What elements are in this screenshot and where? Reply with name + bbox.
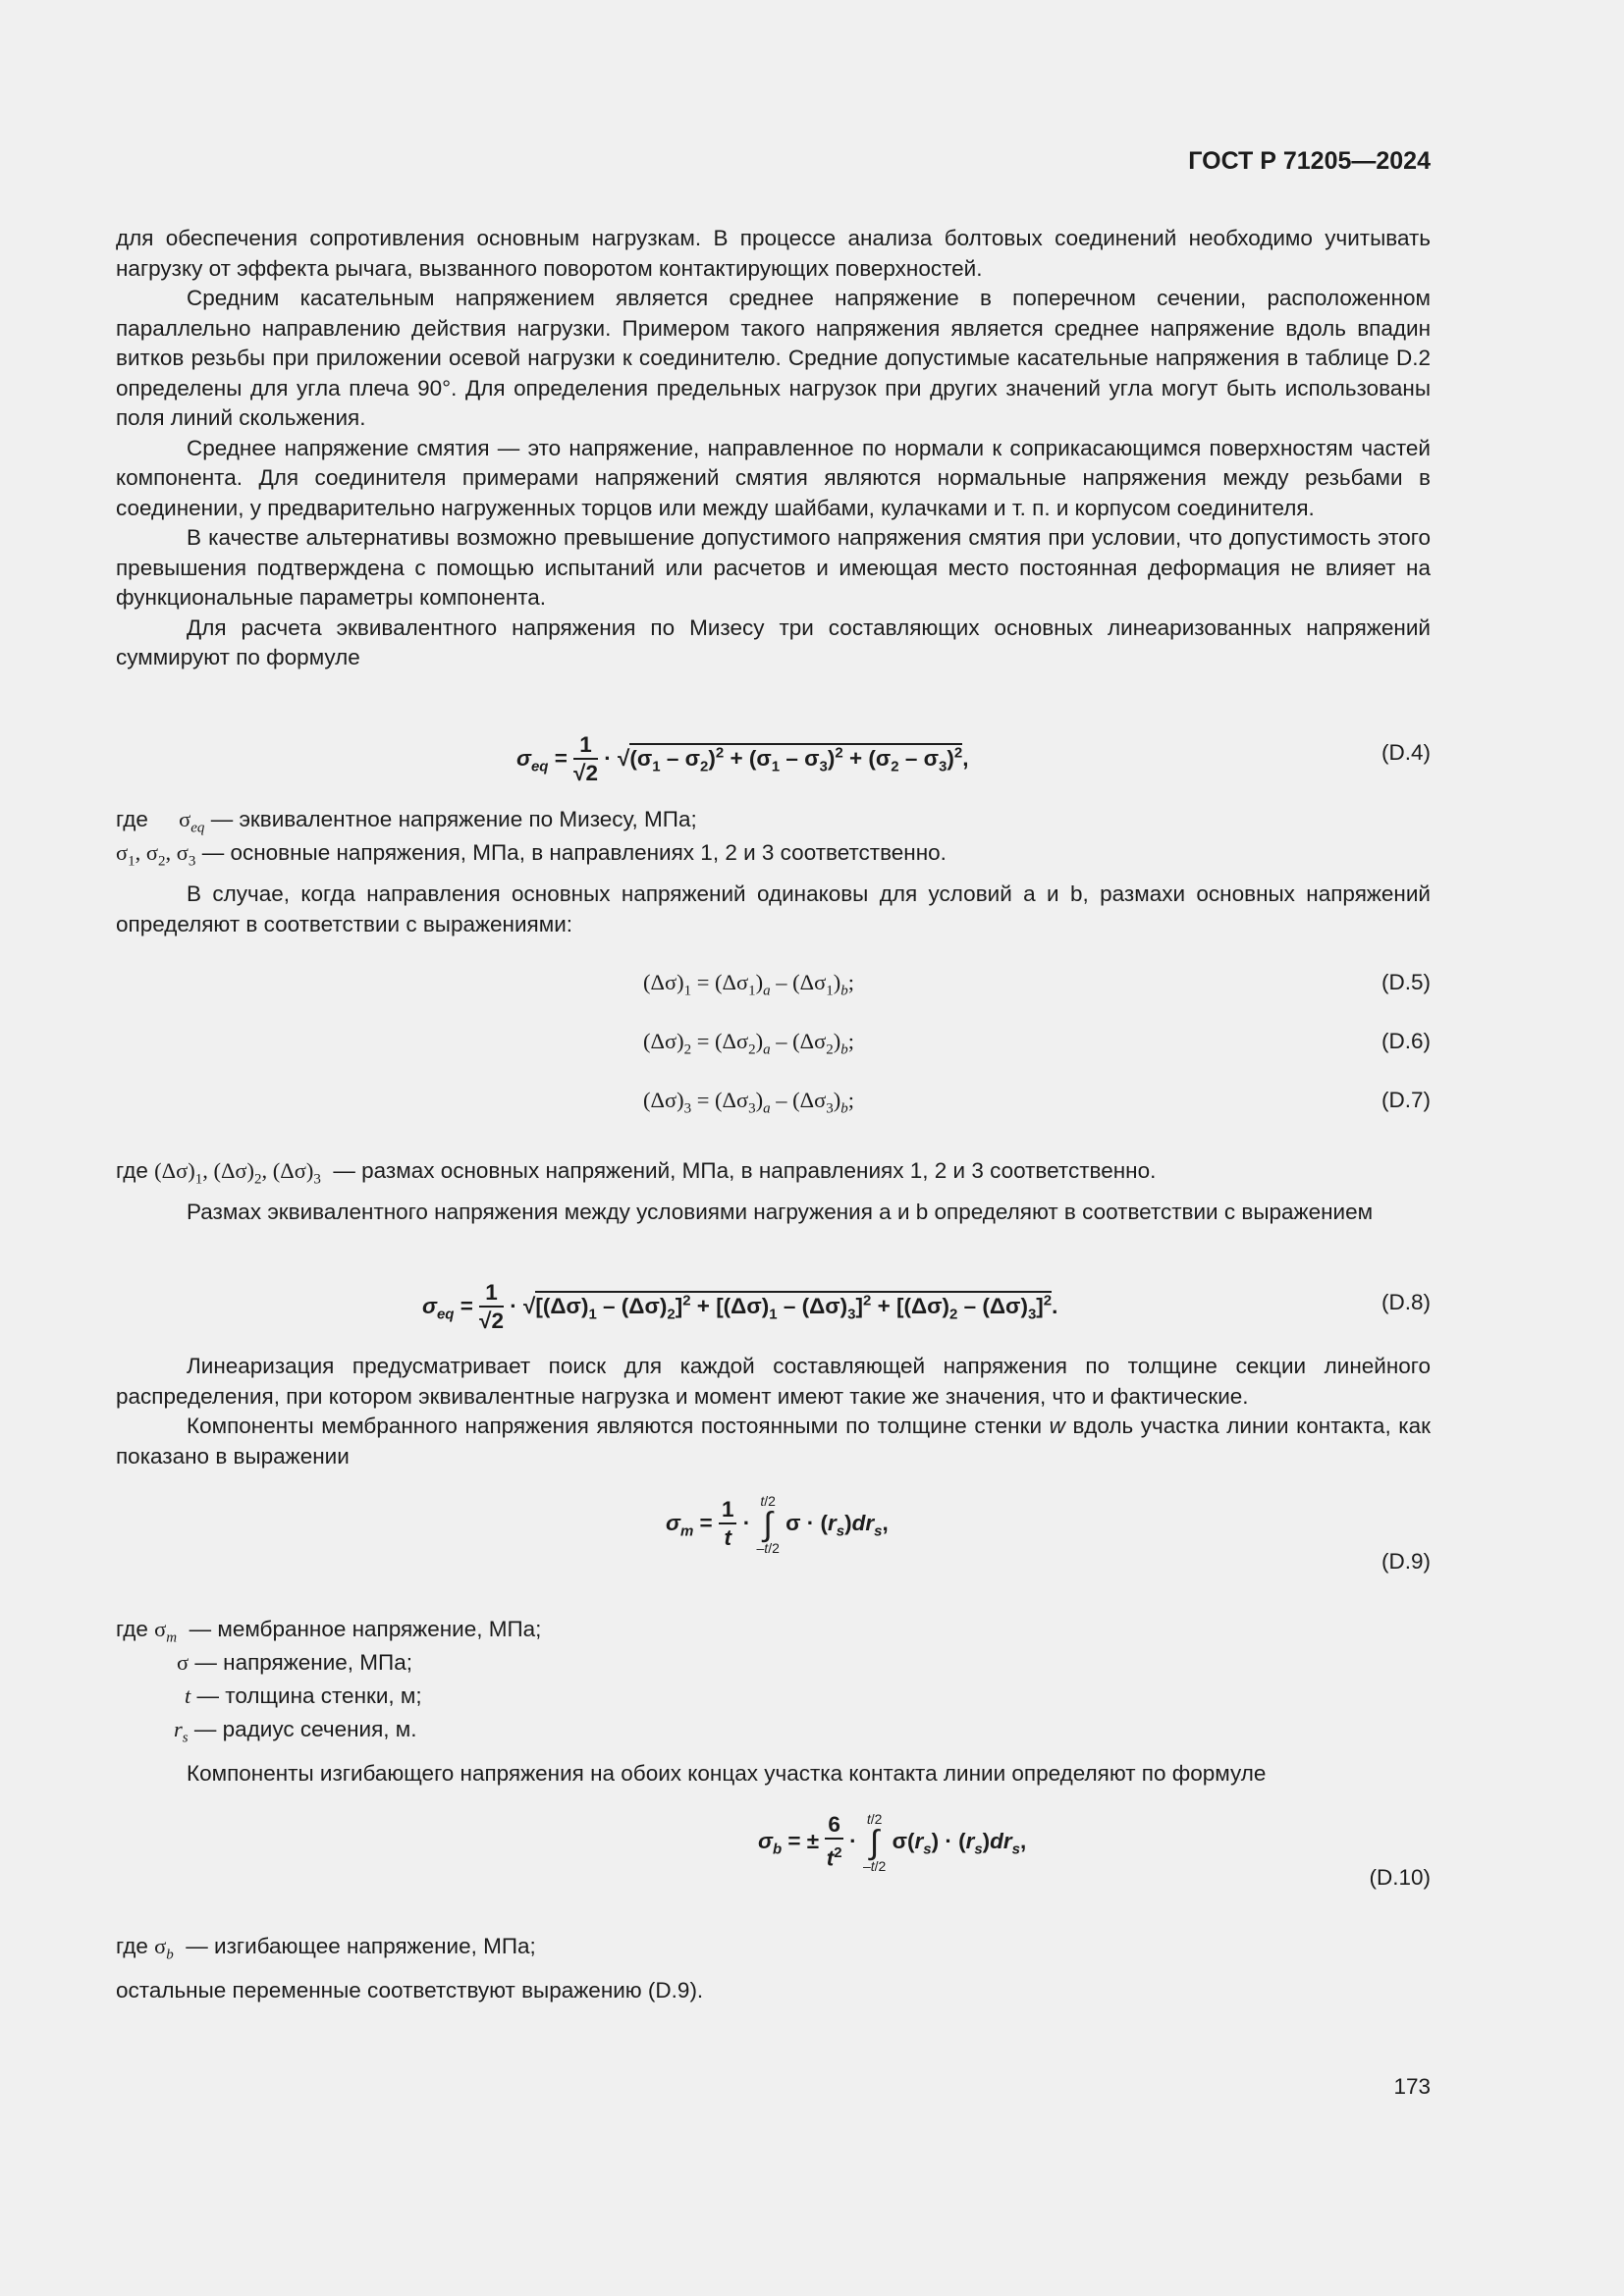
- equation-number: (D.7): [1381, 1088, 1431, 1112]
- equation-number: (D.10): [1369, 1865, 1431, 1890]
- document-header: ГОСТ Р 71205—2024: [1188, 147, 1431, 175]
- formula: $\sigma_b$ = ± $\frac{6}{t^2}$ · t/2 ∫ –t/2 $\sigma(r_s) \cdot (r_s)dr_s$,: [758, 1811, 1027, 1874]
- equation-number: (D.6): [1381, 1029, 1431, 1053]
- body-text-block-4: [116, 1352, 1431, 1471]
- paragraph: В случае, когда направления основных напряжений одинаковы для условий a и b, размахи основных напряжений определяют в соответствии с выражениями:: [116, 881, 1431, 936]
- equation-d9: [116, 1494, 1431, 1602]
- body-text-block-1: [116, 224, 1431, 673]
- paragraph: Средним касательным напряжением является среднее напряжение в поперечном сечении, расположенном параллельно направлению действия нагрузки. Примером такого напряжения является среднее напряжение вдоль впадин витков резьбы при приложении осевой нагрузки к соединителю. Средние допустимые касательные напряжения в таблице D.2 определены для угла плеча 90°. Для определения предельных нагрузок при других значений угла могут быть использованы поля линий скольжения.: [116, 286, 1431, 430]
- equation-d10: [116, 1812, 1431, 1920]
- formula: $(\Delta\sigma)_1 = (\Delta\sigma_1)_a - (\Delta\sigma_1)_b$;: [643, 970, 854, 999]
- formula: $(\Delta\sigma)_2 = (\Delta\sigma_2)_a - (\Delta\sigma_2)_b$;: [643, 1029, 854, 1058]
- body-text-block-5: [116, 1759, 1431, 1789]
- paragraph: Компоненты мембранного напряжения являются постоянными по толщине стенки w вдоль участка линии контакта, как показано в выражении: [116, 1414, 1431, 1468]
- body-text-block-2: [116, 880, 1431, 939]
- where-line: где $\sigma_m$ — мембранное напряжение, МПа;: [116, 1617, 542, 1646]
- closing-line: остальные переменные соответствуют выражению (D.9).: [116, 1978, 704, 2002]
- equation-number: (D.8): [1381, 1290, 1431, 1314]
- paragraph: Для расчета эквивалентного напряжения по Мизесу три составляющих основных линеаризованных напряжений суммируют по формуле: [116, 614, 1431, 669]
- paragraph: для обеспечения сопротивления основным нагрузкам. В процессе анализа болтовых соединений необходимо учитывать нагрузку от эффекта рычага, вызванного поворотом контактирующих поверхностей.: [116, 226, 1431, 281]
- paragraph: Линеаризация предусматривает поиск для каждой составляющей напряжения по толщине секции линейного распределения, при котором эквивалентные нагрузка и момент имеют такие же значения, что и фактические.: [116, 1354, 1431, 1409]
- formula: $\sigma_{eq}$ = $\frac{1}{√2}$ · $√(\sigma_1 - \sigma_2)^2 + (\sigma_1 - \sigma_3)^2 + (\sigma_2 - \sigma_3)^2$,: [516, 732, 969, 785]
- equation-d4: [116, 728, 1431, 797]
- paragraph: Размах эквивалентного напряжения между условиями нагружения a и b определяют в соответствии с выражением: [187, 1200, 1374, 1224]
- where-line: $r_s$ — радиус сечения, м.: [174, 1717, 417, 1746]
- where-line: $\sigma_1$, $\sigma_2$, $\sigma_3$ — основные напряжения, МПа, в направлениях 1, 2 и 3 соответственно.: [116, 840, 947, 870]
- equation-d8: [116, 1278, 1431, 1347]
- equation-number: (D.5): [1381, 970, 1431, 994]
- formula: $\sigma_{eq}$ = $\frac{1}{√2}$ · $√[(\Delta\sigma)_1 - (\Delta\sigma)_2]^2 + [(\Delta\sigma)_1 - (\Delta\sigma)_3]^2 + [(\Delta\sigma)_2 - (\Delta\sigma)_3]^2$.: [422, 1280, 1058, 1333]
- where-line: где $\sigma_{eq}$ — эквивалентное напряжение по Мизесу, МПа;: [116, 807, 697, 836]
- equation-number: (D.9): [1381, 1549, 1431, 1574]
- paragraph: Среднее напряжение смятия — это напряжение, направленное по нормали к соприкасающимся поверхностям частей компонента. Для соединителя примерами напряжений смятия являются нормальные напряжения между резьбами в соединении, у предварительно нагруженных торцов или между шайбами, кулачками и т. п. и корпусом соединителя.: [116, 435, 1431, 520]
- equation-number: (D.4): [1381, 740, 1431, 765]
- equation-d7: [116, 1088, 1431, 1156]
- body-text-block-3: [116, 1198, 1431, 1228]
- page-number: 173: [1393, 2074, 1431, 2099]
- paragraph: Компоненты изгибающего напряжения на обоих концах участка контакта линии определяют по формуле: [187, 1761, 1267, 1786]
- where-line: t — толщина стенки, м;: [185, 1683, 422, 1708]
- formula: $\sigma_m$ = $\frac{1}{t}$ · t/2 ∫ –t/2 $\sigma \cdot (r_s)dr_s$,: [666, 1493, 889, 1556]
- where-line: где $(\Delta\sigma)_1$, $(\Delta\sigma)_2$, $(\Delta\sigma)_3$ — размах основных напряжений, МПа, в направлениях 1, 2 и 3 соответственно.: [116, 1158, 1157, 1188]
- paragraph: В качестве альтернативы возможно превышение допустимого напряжения смятия при условии, что допустимость этого превышения подтверждена с помощью испытаний или расчетов и имеющая место постоянная деформация не влияет на функциональные параметры компонента.: [116, 525, 1431, 610]
- where-line: где $\sigma_b$ — изгибающее напряжение, МПа;: [116, 1934, 536, 1963]
- formula: $(\Delta\sigma)_3 = (\Delta\sigma_3)_a - (\Delta\sigma_3)_b$;: [643, 1088, 854, 1117]
- where-line: σ — напряжение, МПа;: [177, 1650, 412, 1675]
